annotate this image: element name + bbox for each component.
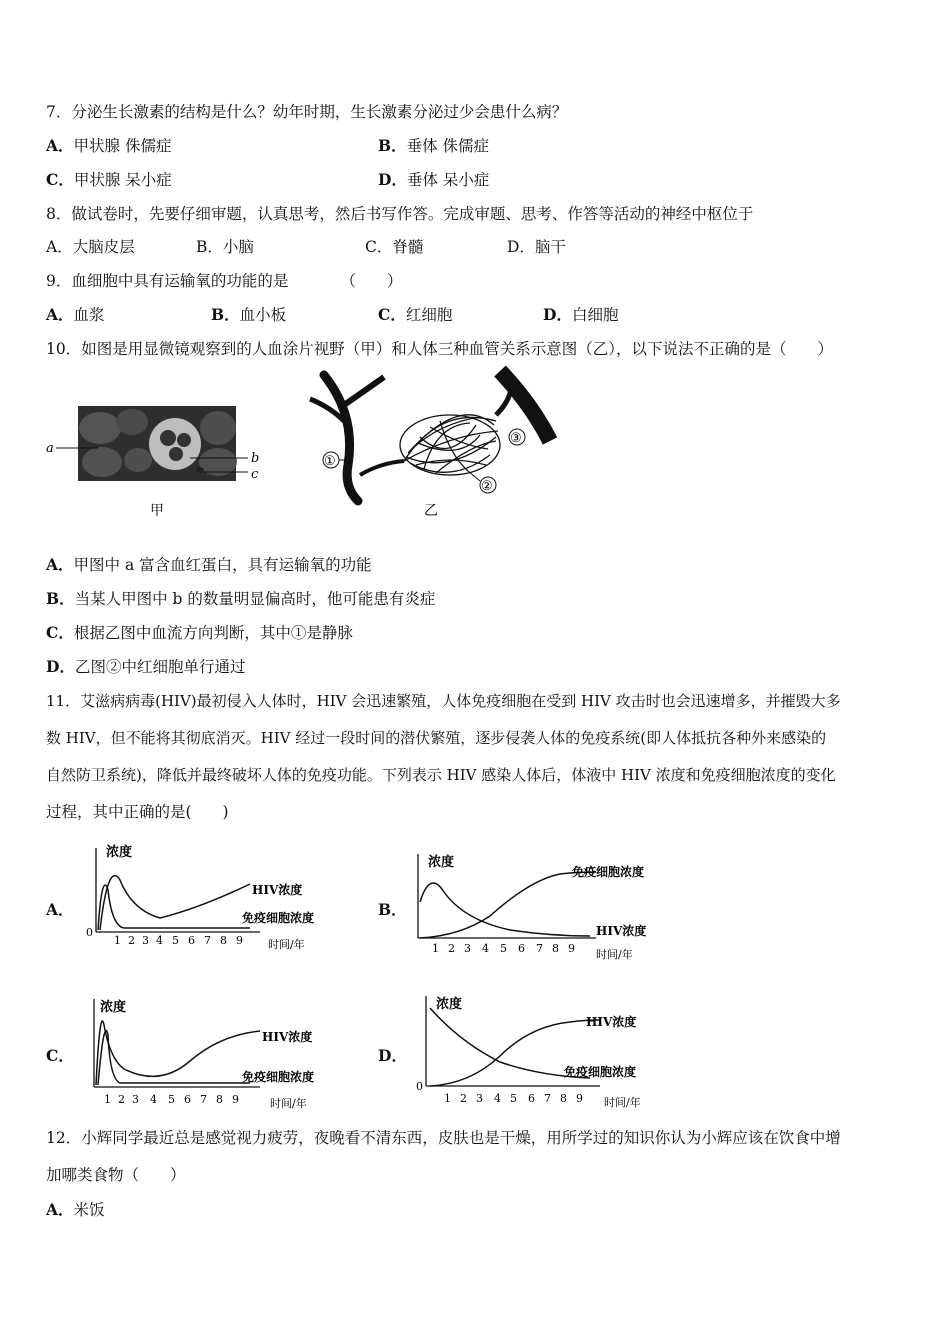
q7-option-d-letter: D． <box>378 170 407 189</box>
graph-d-tick-9: 9 <box>576 1092 583 1105</box>
graph-c-tick-2: 2 <box>118 1093 125 1106</box>
graph-b <box>400 850 680 965</box>
graph-c-immune-label: 免疫细胞浓度 <box>242 1070 315 1084</box>
q10-option-a-text: 甲图中 a 富含血红蛋白，具有运输氧的功能 <box>73 556 372 574</box>
q10-option-d-text: 乙图②中红细胞单行通过 <box>74 658 246 676</box>
q9-option-a <box>46 305 105 325</box>
graph-d-origin: 0 <box>416 1080 423 1093</box>
graph-d-tick-4: 4 <box>494 1092 501 1105</box>
graph-c-ticks <box>104 1093 239 1106</box>
red-blood-cell <box>82 447 122 477</box>
graph-a-ylabel: 浓度 <box>106 845 133 860</box>
label-2: ② <box>481 479 493 494</box>
vessel-1-branch-top <box>344 377 384 405</box>
q9-option-c <box>378 305 452 325</box>
capillary-network <box>400 415 500 475</box>
red-blood-cell <box>116 409 148 435</box>
graph-d-ylabel: 浓度 <box>436 997 463 1012</box>
q8-option-a-text: 大脑皮层 <box>72 238 135 256</box>
red-blood-cell <box>200 411 236 445</box>
graph-d-tick-2: 2 <box>460 1092 467 1105</box>
q12-option-a-letter: A． <box>46 1200 74 1219</box>
graph-a-ticks <box>114 934 243 947</box>
graph-a-immune-label: 免疫细胞浓度 <box>242 911 315 925</box>
q12-stem-line-1: 12．小辉同学最近总是感觉视力疲劳，夜晚看不清东西，皮肤也是干燥，用所学过的知识你认为小辉应该在饮食中增 <box>46 1129 841 1147</box>
q7-option-d <box>378 170 489 190</box>
graph-b-tick-3: 3 <box>464 942 471 955</box>
vessel-1-to-capillaries <box>360 461 404 475</box>
q7-option-c-letter: C． <box>46 170 74 189</box>
q11-stem-line-2: 数 HIV，但不能将其彻底消灭。HIV 经过一段时间的潜伏繁殖，逐步侵袭人体的免疫系统(即人体抵抗各种外来感染的 <box>46 729 827 747</box>
graph-b-ylabel: 浓度 <box>428 855 455 870</box>
graph-d-tick-7: 7 <box>544 1092 551 1105</box>
q7-option-a-letter: A． <box>46 136 74 155</box>
graph-d-tick-6: 6 <box>528 1092 535 1105</box>
graph-c-tick-5: 5 <box>168 1093 175 1106</box>
q9-stem <box>46 271 402 291</box>
q9-option-d-text: 白细胞 <box>571 306 619 324</box>
q8-option-d-letter: D． <box>507 238 535 256</box>
vessel-1-artery <box>324 375 358 501</box>
graph-a-tick-9: 9 <box>236 934 243 947</box>
q7-option-b <box>378 136 489 156</box>
white-blood-cell-nucleus <box>177 433 191 447</box>
q9-option-d-letter: D． <box>543 305 572 324</box>
label-c: c <box>251 467 259 482</box>
blood-smear-figure <box>40 400 280 525</box>
q10-option-b-text: 当某人甲图中 b 的数量明显偏高时，他可能患有炎症 <box>74 590 436 608</box>
white-blood-cell-nucleus <box>169 447 183 461</box>
label-3: ③ <box>510 431 522 446</box>
q12-stem-line-2: 加哪类食物（ ） <box>46 1166 186 1184</box>
graph-b-tick-2: 2 <box>448 942 455 955</box>
graph-b-tick-1: 1 <box>432 942 439 955</box>
q8-option-c <box>365 237 423 257</box>
q9-option-a-text: 血浆 <box>73 306 105 324</box>
graph-c-xlabel: 时间/年 <box>270 1097 307 1110</box>
q7-option-d-text: 垂体 呆小症 <box>406 171 490 189</box>
label-1: ① <box>324 454 336 469</box>
graph-c-tick-7: 7 <box>200 1093 207 1106</box>
graph-d-tick-5: 5 <box>510 1092 517 1105</box>
graph-a-tick-4: 4 <box>156 934 163 947</box>
q9-option-c-text: 红细胞 <box>405 306 453 324</box>
q11-stem-line-3: 自然防卫系统)，降低并最终破坏人体的免疫功能。下列表示 HIV 感染人体后，体液中 HIV 浓度和免疫细胞浓度的变化 <box>46 766 836 784</box>
graph-b-immune-curve <box>420 872 596 938</box>
graph-d-tick-3: 3 <box>476 1092 483 1105</box>
graph-a-tick-7: 7 <box>204 934 211 947</box>
q11-stem-line-4: 过程，其中正确的是( ) <box>46 803 229 821</box>
q11-stem-line-1: 11．艾滋病病毒(HIV)最初侵入人体时，HIV 会迅速繁殖，人体免疫细胞在受到 HIV 攻击时也会迅速增多，并摧毁大多 <box>46 692 841 710</box>
q7-option-b-letter: B． <box>378 136 407 155</box>
graph-c-tick-9: 9 <box>232 1093 239 1106</box>
q9-option-b-text: 血小板 <box>239 306 287 324</box>
graph-a-tick-1: 1 <box>114 934 121 947</box>
graph-d-tick-1: 1 <box>444 1092 451 1105</box>
q9-option-b <box>211 305 286 325</box>
graph-b-tick-7: 7 <box>536 942 543 955</box>
q7-stem: 7．分泌生长激素的结构是什么？幼年时期，生长激素分泌过少会患什么病？ <box>46 103 568 121</box>
graph-c <box>80 995 350 1115</box>
red-blood-cell <box>79 412 121 444</box>
q10-stem: 10．如图是用显微镜观察到的人血涂片视野（甲）和人体三种血管关系示意图（乙），以下说法不正确的是（ ） <box>46 340 833 358</box>
graph-b-hiv-label: HIV浓度 <box>596 924 647 938</box>
graph-a-hiv-curve <box>100 876 250 930</box>
q7-option-a <box>46 136 171 156</box>
graph-d-hiv-label: HIV浓度 <box>586 1015 637 1029</box>
q7-option-c <box>46 170 172 190</box>
label-2-pointer <box>468 471 480 481</box>
red-blood-cell <box>124 448 152 472</box>
graph-c-hiv-label: HIV浓度 <box>262 1030 313 1044</box>
graph-a-immune-curve <box>98 885 250 930</box>
q8-option-d-text: 脑干 <box>534 238 566 256</box>
q8-option-a <box>46 237 135 257</box>
graph-a-letter: A． <box>46 900 74 919</box>
q10-option-c <box>46 623 353 643</box>
graph-a-origin: 0 <box>86 926 93 939</box>
q8-option-b <box>196 237 254 257</box>
q7-option-a-text: 甲状腺 侏儒症 <box>73 137 172 155</box>
graph-c-tick-4: 4 <box>150 1093 157 1106</box>
graph-c-tick-3: 3 <box>132 1093 139 1106</box>
graph-a-tick-6: 6 <box>188 934 195 947</box>
q9-option-b-letter: B． <box>211 305 240 324</box>
white-blood-cell-nucleus <box>160 430 176 446</box>
graph-b-tick-5: 5 <box>500 942 507 955</box>
q9-answer-bracket: （ ） <box>340 272 403 290</box>
q10-option-b-letter: B． <box>46 589 75 608</box>
q8-option-b-text: 小脑 <box>222 238 254 256</box>
q8-option-b-letter: B． <box>196 238 223 256</box>
q10-option-c-text: 根据乙图中血流方向判断，其中①是静脉 <box>73 624 353 642</box>
q9-option-c-letter: C． <box>378 305 406 324</box>
graph-d-immune-label: 免疫细胞浓度 <box>564 1065 637 1079</box>
q9-option-d <box>543 305 618 325</box>
label-a: a <box>46 441 54 456</box>
q8-stem: 8．做试卷时，先要仔细审题，认真思考，然后书写作答。完成审题、思考、作答等活动的神经中枢位于 <box>46 205 754 223</box>
graph-d-ticks <box>444 1092 583 1105</box>
graph-c-tick-1: 1 <box>104 1093 111 1106</box>
q10-option-c-letter: C． <box>46 623 74 642</box>
q8-option-c-letter: C． <box>365 238 393 256</box>
graph-c-ylabel: 浓度 <box>100 1000 127 1015</box>
q8-option-d <box>507 237 566 257</box>
graph-b-letter: B． <box>378 900 407 919</box>
label-b: b <box>251 451 260 466</box>
q12-option-a-text: 米饭 <box>73 1201 105 1219</box>
q12-option-a <box>46 1200 105 1220</box>
q7-option-b-text: 垂体 侏儒症 <box>406 137 490 155</box>
graph-b-xlabel: 时间/年 <box>596 948 633 961</box>
q10-option-a-letter: A． <box>46 555 74 574</box>
graph-c-tick-6: 6 <box>184 1093 191 1106</box>
graph-b-tick-6: 6 <box>518 942 525 955</box>
graph-b-tick-4: 4 <box>482 942 489 955</box>
graph-d <box>400 992 680 1112</box>
graph-d-letter: D． <box>378 1046 407 1065</box>
graph-d-xlabel: 时间/年 <box>604 1096 641 1109</box>
graph-b-hiv-curve <box>420 883 590 936</box>
figure-jia-caption: 甲 <box>150 503 164 519</box>
vessel-3-vein-trunk <box>500 371 550 441</box>
q9-option-a-letter: A． <box>46 305 74 324</box>
graph-a-tick-2: 2 <box>128 934 135 947</box>
graph-c-tick-8: 8 <box>216 1093 223 1106</box>
q10-option-d <box>46 657 245 677</box>
q8-option-c-text: 脊髓 <box>392 238 424 256</box>
q8-option-a-letter: A． <box>46 238 73 256</box>
graph-b-immune-label: 免疫细胞浓度 <box>572 865 645 879</box>
platelet <box>196 467 204 473</box>
q10-option-b <box>46 589 435 609</box>
graph-a <box>80 840 340 955</box>
graph-a-hiv-label: HIV浓度 <box>252 883 303 897</box>
q9-stem-text: 9．血细胞中具有运输氧的功能的是 <box>46 272 289 290</box>
figure-yi-caption: 乙 <box>424 503 438 519</box>
graph-a-tick-5: 5 <box>172 934 179 947</box>
graph-b-tick-8: 8 <box>552 942 559 955</box>
white-blood-cell <box>149 418 201 470</box>
graph-b-ticks <box>432 942 575 955</box>
graph-c-hiv-curve <box>96 1021 260 1085</box>
blood-vessel-figure <box>300 365 570 525</box>
graph-c-letter: C． <box>46 1046 74 1065</box>
graph-a-xlabel: 时间/年 <box>268 938 305 951</box>
q7-option-c-text: 甲状腺 呆小症 <box>73 171 172 189</box>
graph-a-tick-8: 8 <box>220 934 227 947</box>
graph-a-tick-3: 3 <box>142 934 149 947</box>
q10-option-d-letter: D． <box>46 657 75 676</box>
q10-option-a <box>46 555 372 575</box>
graph-b-tick-9: 9 <box>568 942 575 955</box>
graph-d-tick-8: 8 <box>560 1092 567 1105</box>
